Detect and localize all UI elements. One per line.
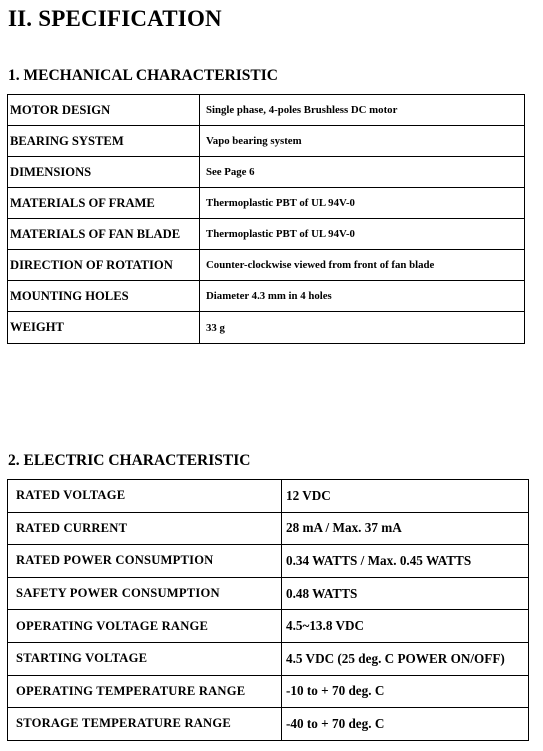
table-row [8,642,529,675]
spec-value: 12 VDC [282,480,529,513]
table-row [8,512,529,545]
spec-label: RATED VOLTAGE [8,480,282,513]
table-row [8,126,525,157]
spec-value: 0.34 WATTS / Max. 0.45 WATTS [282,545,529,578]
table-row [8,708,529,741]
table-row [8,480,529,513]
spec-value: Thermoplastic PBT of UL 94V-0 [200,219,525,250]
spec-value: -40 to + 70 deg. C [282,708,529,741]
table-row [8,95,525,126]
spec-label: STARTING VOLTAGE [8,642,282,675]
table-row [8,577,529,610]
spec-label: MOTOR DESIGN [8,95,200,126]
spec-label: DIMENSIONS [8,157,200,188]
spec-value: Diameter 4.3 mm in 4 holes [200,281,525,312]
spec-label: MATERIALS OF FRAME [8,188,200,219]
table-row [8,157,525,188]
spec-label: MATERIALS OF FAN BLADE [8,219,200,250]
table-row [8,219,525,250]
spec-value: -10 to + 70 deg. C [282,675,529,708]
spec-value: 4.5 VDC (25 deg. C POWER ON/OFF) [282,642,529,675]
electric-section-heading: 2. ELECTRIC CHARACTERISTIC [8,452,251,469]
spec-value: 0.48 WATTS [282,577,529,610]
spec-label: WEIGHT [8,312,200,344]
table-row [8,250,525,281]
spec-value: See Page 6 [200,157,525,188]
spec-label: DIRECTION OF ROTATION [8,250,200,281]
table-row [8,281,525,312]
spec-value: 33 g [200,312,525,344]
spec-label: OPERATING VOLTAGE RANGE [8,610,282,643]
spec-value: 4.5~13.8 VDC [282,610,529,643]
spec-value: Thermoplastic PBT of UL 94V-0 [200,188,525,219]
mechanical-section-heading: 1. MECHANICAL CHARACTERISTIC [8,67,278,84]
table-row [8,188,525,219]
mechanical-spec-table [7,94,525,344]
spec-label: OPERATING TEMPERATURE RANGE [8,675,282,708]
spec-value: Vapo bearing system [200,126,525,157]
spec-value: Single phase, 4-poles Brushless DC motor [200,95,525,126]
table-row [8,610,529,643]
spec-label: BEARING SYSTEM [8,126,200,157]
spec-label: SAFETY POWER CONSUMPTION [8,577,282,610]
spec-value: 28 mA / Max. 37 mA [282,512,529,545]
spec-label: STORAGE TEMPERATURE RANGE [8,708,282,741]
table-row [8,312,525,344]
spec-label: RATED POWER CONSUMPTION [8,545,282,578]
electric-spec-table [7,479,529,741]
table-row [8,675,529,708]
spec-label: MOUNTING HOLES [8,281,200,312]
page-title: II. SPECIFICATION [8,6,222,31]
table-row [8,545,529,578]
spec-value: Counter-clockwise viewed from front of fan blade [200,250,525,281]
spec-label: RATED CURRENT [8,512,282,545]
